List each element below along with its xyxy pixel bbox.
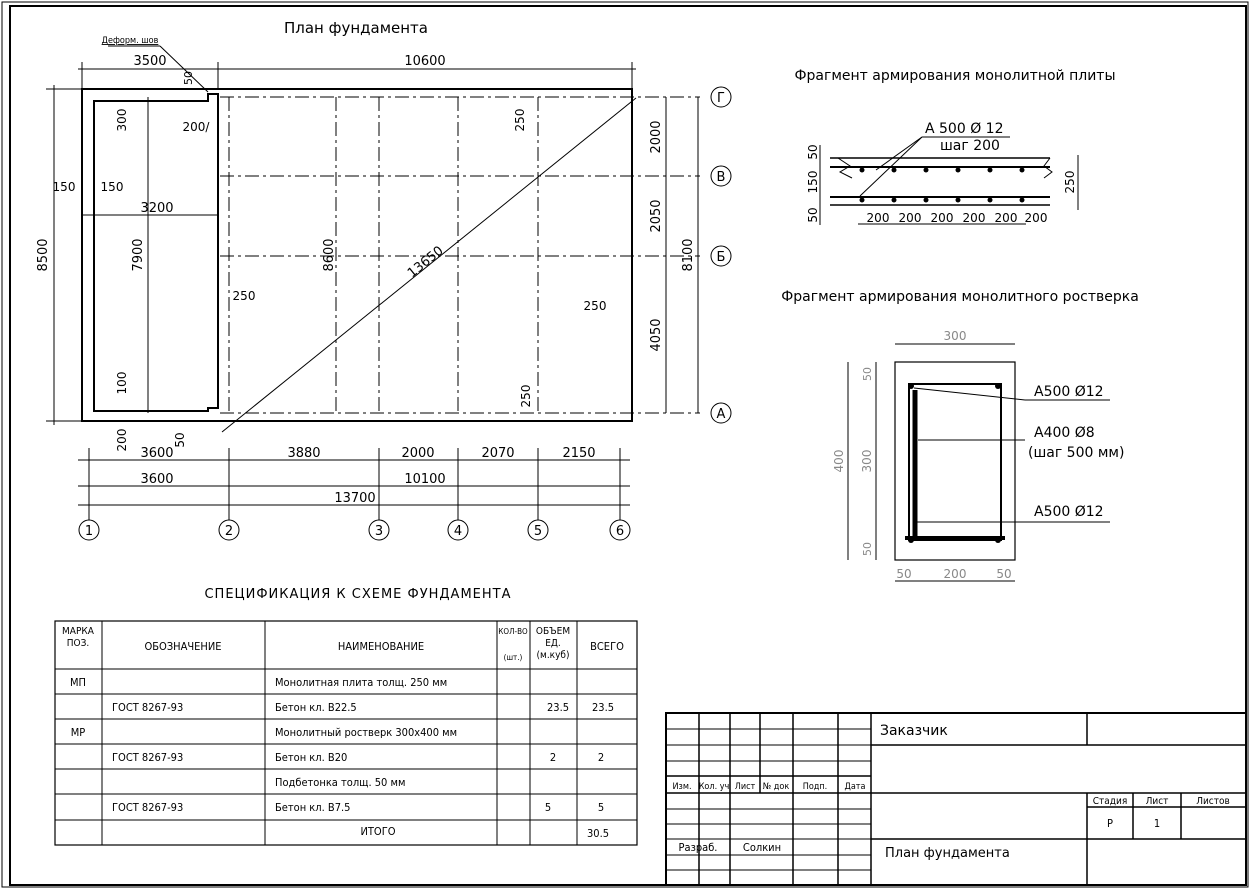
axis-label-A: А: [716, 407, 726, 422]
spec-cell-total-label: ИТОГО: [360, 825, 396, 838]
spec-cell: ГОСТ 8267-93: [112, 701, 184, 714]
spec-cell: ГОСТ 8267-93: [112, 801, 184, 814]
axis-label-V: В: [716, 170, 726, 185]
dim-b-2070: 2070: [481, 446, 515, 461]
dim-b-2000: 2000: [401, 446, 435, 461]
slab-dim-50a: 50: [806, 144, 820, 160]
axis-label-B: Б: [716, 250, 726, 265]
beam-dim-50b: 50: [861, 542, 874, 556]
slab-dim-200: 200: [930, 211, 954, 225]
slab-dim-200: 200: [866, 211, 890, 225]
beam-dim-200: 200: [943, 567, 967, 581]
stamp-sheet-header: Лист: [1145, 796, 1169, 807]
spec-cell: Бетон кл. B7.5: [275, 801, 351, 814]
slab-reinforcement: [794, 68, 1115, 225]
dim-8100: 8100: [681, 238, 696, 272]
slab-dim-200: 200: [898, 211, 922, 225]
slab-dim-250: 250: [1063, 170, 1077, 194]
stamp-col-doc: № док: [762, 782, 790, 792]
slab-dim-150: 150: [806, 170, 820, 194]
beam-label-a500-bot: А500 Ø12: [1034, 504, 1104, 520]
spec-header-volume: ОБЪЕМ ЕД. (м.куб): [535, 626, 571, 661]
stamp-drawing-title: План фундамента: [885, 846, 1010, 861]
dim-50-top: 50: [182, 71, 195, 85]
stamp-col-izm: Изм.: [672, 782, 692, 792]
spec-cell: Бетон кл. B22.5: [275, 701, 357, 714]
beam-label-a400: А400 Ø8: [1034, 425, 1095, 441]
axis-label-2: 2: [224, 524, 234, 539]
dim-b3-13700: 13700: [334, 491, 376, 506]
spec-header-total: ВСЕГО: [590, 640, 624, 653]
dim-13650: 13650: [405, 243, 447, 282]
spec-title: СПЕЦИФИКАЦИЯ К СХЕМЕ ФУНДАМЕНТА: [204, 587, 512, 602]
beam-dim-50-left: 50: [896, 567, 912, 581]
beam-dim-300-top: 300: [943, 329, 967, 343]
axis-label-G: Г: [717, 91, 725, 106]
dim-250-bot: 250: [519, 384, 533, 408]
spec-cell: 2: [549, 751, 557, 764]
stamp-col-podp: Подп.: [802, 782, 828, 792]
slab-step-label: шаг 200: [940, 138, 1000, 154]
rebar-dot: [995, 383, 1001, 389]
spec-cell: Монолитный ростверк 300х400 мм: [275, 726, 458, 739]
stamp-role: Разраб.: [678, 841, 718, 854]
slab-dim-200: 200: [994, 211, 1018, 225]
foundation-outline: [82, 89, 632, 421]
spec-cell-total: 30.5: [586, 827, 610, 840]
beam-title: Фрагмент армирования монолитного ростверка: [781, 289, 1139, 305]
stamp-stage: Р: [1107, 817, 1113, 830]
beam-stirrup: [909, 384, 1001, 540]
dim-250-top: 250: [513, 108, 527, 132]
spec-cell: 5: [597, 801, 605, 814]
slab-dim-50b: 50: [806, 207, 820, 223]
axis-label-4: 4: [453, 524, 463, 539]
axis-label-6: 6: [615, 524, 625, 539]
spec-cell: Бетон кл. B20: [275, 751, 348, 764]
foundation-plan: [36, 19, 731, 540]
rebar-dot: [908, 537, 914, 543]
dim-2000: 2000: [649, 120, 664, 154]
plan-title: План фундамента: [284, 19, 428, 37]
spec-header-qty: КОЛ-ВО (шт.): [498, 627, 528, 662]
deform-joint-label: Деформ. шов: [101, 36, 159, 46]
stamp-col-kol: Кол. уч: [698, 782, 730, 792]
dim-b-2150: 2150: [562, 446, 596, 461]
title-block: [666, 713, 1246, 885]
dim-200-top: 200/: [182, 120, 210, 134]
stamp-sheets-header: Листов: [1196, 796, 1230, 807]
axis-label-1: 1: [84, 524, 94, 539]
stamp-col-list: Лист: [734, 782, 756, 792]
dim-3200: 3200: [140, 201, 174, 216]
slab-dim-200: 200: [962, 211, 986, 225]
rebar-dot: [908, 383, 914, 389]
dim-200-bot: 200: [115, 428, 129, 452]
slab-dim-200: 200: [1024, 211, 1048, 225]
stamp-col-data: Дата: [844, 782, 866, 792]
slab-leader-2: [876, 137, 922, 170]
dim-2050: 2050: [649, 199, 664, 233]
dim-300: 300: [115, 108, 129, 132]
dim-b2-3600: 3600: [140, 472, 174, 487]
dim-10600: 10600: [404, 54, 446, 69]
beam-dim-300: 300: [860, 449, 874, 473]
dim-250-right: 250: [583, 299, 607, 313]
stamp-sheet: 1: [1153, 817, 1161, 830]
axis-bubbles-rows: [711, 87, 731, 423]
spec-cell: 23.5: [546, 701, 570, 714]
spec-header-name: НАИМЕНОВАНИЕ: [337, 640, 425, 653]
dim-150b: 150: [100, 180, 124, 194]
beam-label-a500-top: А500 Ø12: [1034, 384, 1104, 400]
beam-dim-50a: 50: [861, 367, 874, 381]
beam-reinforcement: [781, 289, 1139, 581]
dim-50-bot: 50: [173, 432, 187, 448]
axis-bubbles-cols: [79, 520, 630, 540]
spec-cell: МР: [70, 726, 86, 739]
spec-header-mark: МАРКА ПОЗ.: [62, 626, 94, 649]
beam-label-step: (шаг 500 мм): [1028, 445, 1125, 461]
stamp-name: Солкин: [742, 841, 782, 854]
specification-table: [55, 587, 637, 845]
dim-8600: 8600: [322, 238, 337, 272]
dim-100: 100: [115, 371, 129, 395]
left-room-inner-wall: [94, 94, 218, 411]
stamp-stage-header: Стадия: [1092, 796, 1128, 807]
axis-label-5: 5: [533, 524, 543, 539]
spec-cell: Монолитная плита толщ. 250 мм: [275, 676, 448, 689]
beam-dim-50-right: 50: [996, 567, 1012, 581]
spec-cell: 5: [544, 801, 552, 814]
spec-cell: 23.5: [591, 701, 615, 714]
beam-dim-400: 400: [832, 449, 846, 473]
slab-title: Фрагмент армирования монолитной плиты: [794, 68, 1116, 84]
dim-b-3600: 3600: [140, 446, 174, 461]
dim-4050: 4050: [649, 318, 664, 352]
axis-label-3: 3: [374, 524, 384, 539]
dim-250-mid: 250: [232, 289, 256, 303]
spec-cell: МП: [70, 676, 86, 689]
spec-cell: Подбетонка толщ. 50 мм: [275, 776, 406, 789]
dim-b-3880: 3880: [287, 446, 321, 461]
stamp-customer: Заказчик: [880, 723, 948, 739]
slab-rebar-label: А 500 Ø 12: [925, 121, 1004, 137]
beam-leader-1: [914, 388, 1025, 400]
spec-cell: ГОСТ 8267-93: [112, 751, 184, 764]
dim-b2-10100: 10100: [404, 472, 446, 487]
dim-150a: 150: [52, 180, 76, 194]
dim-3500: 3500: [133, 54, 167, 69]
dim-7900: 7900: [131, 238, 146, 272]
spec-cell: 2: [597, 751, 605, 764]
rebar-dot: [995, 537, 1001, 543]
dim-8500: 8500: [36, 238, 51, 272]
spec-header-designation: ОБОЗНАЧЕНИЕ: [144, 640, 222, 653]
